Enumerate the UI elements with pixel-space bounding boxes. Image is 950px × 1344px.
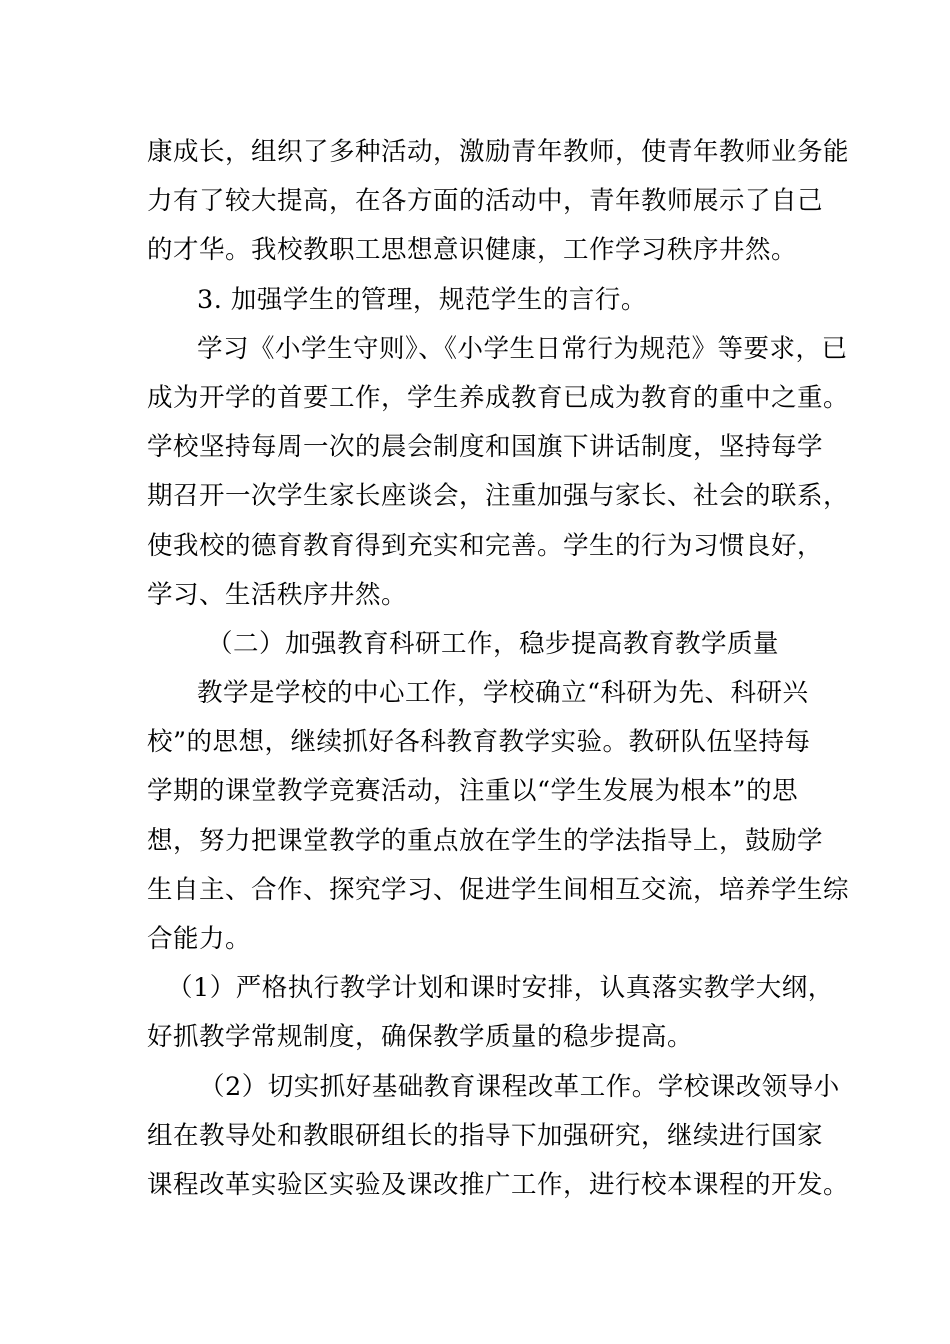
text-line: 的才华。我校教职工思想意识健康，工作学习秩序井然。 <box>147 235 798 266</box>
text-line: 好抓教学常规制度，确保教学质量的稳步提高。 <box>147 1022 694 1053</box>
paragraph-start: （1）严格执行教学计划和课时安排，认真落实教学大纲， <box>167 973 834 1004</box>
text-line: 力有了较大提高，在各方面的活动中，青年教师展示了自己 <box>147 186 824 217</box>
paragraph-start: （2）切实抓好基础教育课程改革工作。学校课改领导小 <box>199 1071 840 1102</box>
paragraph-start: 学习《小学生守则》、《小学生日常行为规范》等要求，已 <box>197 333 848 364</box>
section-heading: （二）加强教育科研工作，稳步提高教育教学质量 <box>207 628 780 659</box>
section-heading: 3. 加强学生的管理，规范学生的言行。 <box>197 284 647 315</box>
text-line: 使我校的德育教育得到充实和完善。学生的行为习惯良好， <box>147 530 824 561</box>
text-line: 学校坚持每周一次的晨会制度和国旗下讲话制度，坚持每学 <box>147 432 824 463</box>
document-body <box>147 128 850 1210</box>
text-line: 康成长，组织了多种活动，激励青年教师，使青年教师业务能 <box>147 137 850 167</box>
text-line: 想，努力把课堂教学的重点放在学生的学法指导上，鼓励学 <box>147 825 824 856</box>
text-line: 期召开一次学生家长座谈会，注重加强与家长、社会的联系， <box>147 481 850 512</box>
text-line: 合能力。 <box>147 924 252 954</box>
text-line: 课程改革实验区实验及课改推广工作，进行校本课程的开发。 <box>147 1169 850 1200</box>
text-line: 学习、生活秩序井然。 <box>147 579 408 610</box>
text-line: 学期的课堂教学竞赛活动，注重以“学生发展为根本”的思 <box>147 776 799 807</box>
paragraph-start: 教学是学校的中心工作，学校确立“科研为先、科研兴 <box>197 678 809 709</box>
text-line: 校”的思想，继续抓好各科教育教学实验。教研队伍坚持每 <box>147 727 811 758</box>
text-line: 组在教导处和教眼研组长的指导下加强研究，继续进行国家 <box>147 1120 824 1151</box>
text-line: 成为开学的首要工作，学生养成教育已成为教育的重中之重。 <box>147 382 850 413</box>
text-line: 生自主、合作、探究学习、促进学生间相互交流，培养学生综 <box>147 874 850 905</box>
